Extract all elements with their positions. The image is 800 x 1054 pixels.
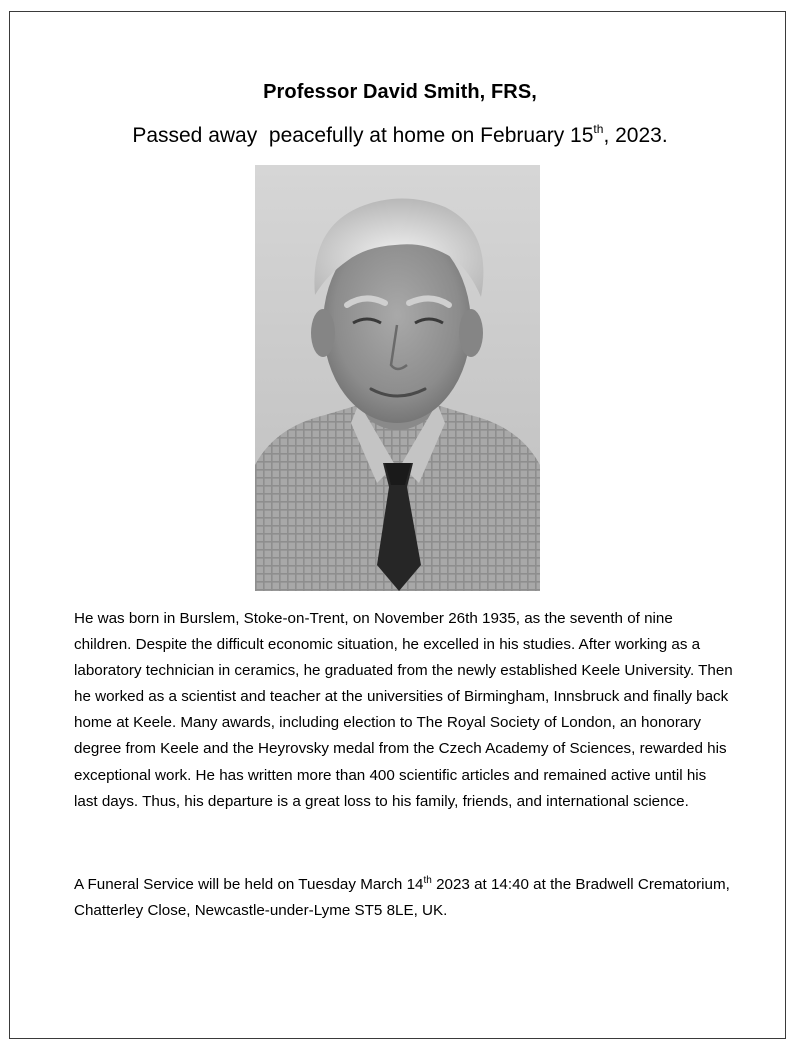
portrait-photo-icon	[255, 165, 540, 591]
subtitle-year: , 2023.	[603, 124, 668, 147]
subtitle-ordinal: th	[593, 122, 604, 136]
funeral-text-end: 2023 at 14:40 at the Bradwell Crematorium, Chatterley Close, Newcastle-under-Lyme ST5 8LE, UK.	[74, 876, 730, 920]
funeral-ordinal: th	[423, 875, 432, 886]
biography-paragraph: He was born in Burslem, Stoke-on-Trent, on November 26th 1935, as the seventh of nine children. Despite the difficult economic situation, he excelled in his studies. After working as a laboratory technician in ceramics, he graduated from the newly established Keele University. Then he worked as a scientist and teacher at the universities of Birmingham, Innsbruck and finally back home at Keele. Many awards, including election to The Royal Society of London, an honorary degree from Keele and the Heyrovsky medal from the Czech Academy of Sciences, rewarded his exceptional work. He has written more than 400 scientific articles and remained active until his last days. Thus, his departure is a great loss to his family, friends, and international science.	[74, 610, 733, 810]
funeral-text-start: A Funeral Service will be held on Tuesday March 14	[74, 876, 424, 893]
portrait-photo	[255, 165, 540, 591]
notice-title: Professor David Smith, FRS,	[263, 81, 537, 103]
subtitle-text: Passed away peacefully at home on February 15	[132, 124, 594, 147]
notice-subtitle	[0, 124, 800, 148]
funeral-paragraph	[74, 872, 734, 924]
